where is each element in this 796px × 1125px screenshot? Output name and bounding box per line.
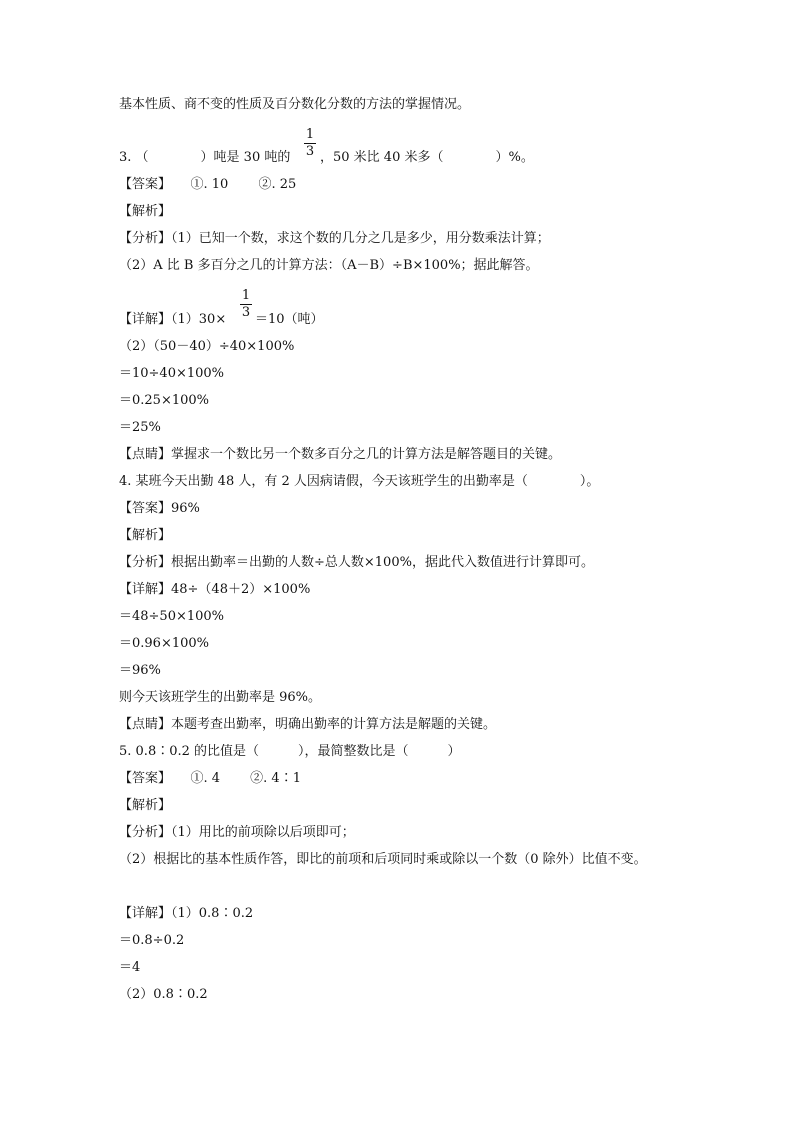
- detail-result: ＝10（吨）: [255, 312, 324, 327]
- fraction-one-third: [240, 289, 252, 320]
- fraction-numerator: 1: [241, 288, 251, 303]
- detail-line: ＝0.8÷0.2: [119, 933, 185, 948]
- answer-line: 【答案】96%: [119, 501, 200, 516]
- detail-line: ＝0.25×100%: [119, 393, 210, 408]
- comment-line: 【点睛】本题考查出勤率，明确出勤率的计算方法是解题的关键。: [119, 717, 497, 732]
- detail-line: ＝10÷40×100%: [119, 366, 225, 381]
- fraction-one-third: [304, 128, 316, 159]
- detail-line: 【详解】（1）30×: [119, 312, 227, 327]
- question-3-part-2: ，50 米比 40 米多（ ）%。: [320, 150, 534, 165]
- analysis-line: 【分析】（1）用比的前项除以后项即可；: [119, 825, 355, 840]
- detail-line: ＝48÷50×100%: [119, 609, 225, 624]
- fraction-denominator: 3: [305, 144, 315, 159]
- detail-line: ＝25%: [119, 420, 161, 435]
- detail-line: （2）（50－40）÷40×100%: [119, 339, 295, 354]
- analysis-line: （2）根据比的基本性质作答，即比的前项和后项同时乘或除以一个数（0 除外）比值不变。: [119, 852, 647, 867]
- fraction-denominator: 3: [241, 305, 251, 320]
- text-line: 基本性质、商不变的性质及百分数化分数的方法的掌握情况。: [119, 97, 471, 112]
- analysis-line: （2）A 比 B 多百分之几的计算方法：（A－B）÷B×100%；据此解答。: [119, 258, 539, 273]
- detail-line: ＝0.96×100%: [119, 636, 210, 651]
- comment-line: 【点睛】掌握求一个数比另一个数多百分之几的计算方法是解答题目的关键。: [119, 447, 562, 462]
- analysis-heading: 【解析】: [119, 204, 172, 219]
- detail-line: ＝96%: [119, 663, 161, 678]
- detail-line: 【详解】48÷（48＋2）×100%: [119, 582, 311, 597]
- detail-line: ＝4: [119, 960, 141, 975]
- fraction-numerator: 1: [305, 127, 315, 142]
- detail-line: 【详解】（1）0.8∶0.2: [119, 906, 254, 921]
- analysis-heading: 【解析】: [119, 528, 172, 543]
- detail-line: （2）0.8∶0.2: [119, 987, 208, 1002]
- question-4: 4. 某班今天出勤 48 人，有 2 人因病请假，今天该班学生的出勤率是（ ）。: [119, 474, 600, 489]
- analysis-line: 【分析】（1）已知一个数，求这个数的几分之几是多少，用分数乘法计算；: [119, 231, 550, 246]
- analysis-line: 【分析】根据出勤率＝出勤的人数÷总人数×100%，据此代入数值进行计算即可。: [119, 555, 594, 570]
- analysis-heading: 【解析】: [119, 798, 172, 813]
- conclusion-line: 则今天该班学生的出勤率是 96%。: [119, 690, 322, 705]
- question-3-part-1: 3. （ ）吨是 30 吨的: [119, 150, 291, 165]
- answer-line: 【答案】 ①. 10 ②. 25: [119, 177, 297, 192]
- answer-line: 【答案】 ①. 4 ②. 4∶1: [119, 771, 301, 786]
- question-5: 5. 0.8∶0.2 的比值是（ ），最简整数比是（ ）: [119, 744, 461, 759]
